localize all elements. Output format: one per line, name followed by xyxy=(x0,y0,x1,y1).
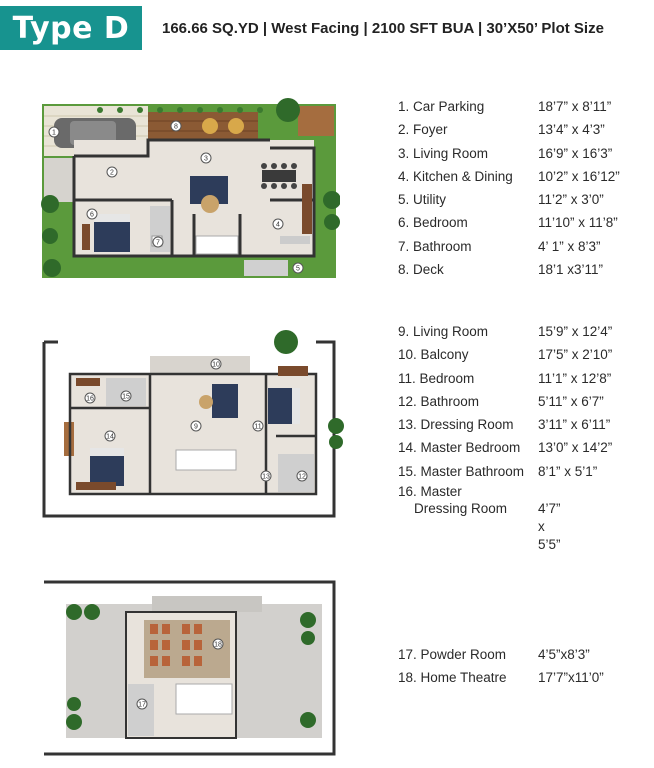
plan-marker: 1 xyxy=(52,129,56,137)
plan-marker: 9 xyxy=(194,423,198,431)
plot-summary: 166.66 SQ.YD | West Facing | 2100 SFT BUA | 30’X50’ Plot Size xyxy=(162,20,604,37)
plan-marker: 5 xyxy=(296,265,300,273)
room-name: 13. Dressing Room xyxy=(398,417,514,433)
room-name: 10. Balcony xyxy=(398,347,469,363)
room-size: 15’9” x 12’4” xyxy=(538,324,613,339)
plan-marker: 12 xyxy=(298,473,306,481)
room-size: 16’9” x 16’3” xyxy=(538,145,613,161)
plan-marker: 11 xyxy=(254,423,262,431)
plan-marker: 14 xyxy=(106,433,114,441)
room-name: 4. Kitchen & Dining xyxy=(398,168,513,184)
plan-marker: 3 xyxy=(204,155,208,163)
room-name: 9. Living Room xyxy=(398,324,489,339)
room-size: 10’2” x 16’12” xyxy=(538,168,620,184)
first-floor-plan xyxy=(40,326,346,522)
room-name: 8. Deck xyxy=(398,262,444,278)
room-name: 3. Living Room xyxy=(398,145,489,161)
room-name-continued: Dressing Room xyxy=(414,501,508,517)
room-name: 6. Bedroom xyxy=(398,215,468,231)
plan-marker: 10 xyxy=(212,361,220,369)
plan-marker: 6 xyxy=(90,211,94,219)
ground-floor-plan xyxy=(40,96,340,282)
plan-marker: 17 xyxy=(138,701,146,709)
room-size: 11’2” x 3’0” xyxy=(538,192,604,208)
room-name: 15. Master Bathroom xyxy=(398,463,525,479)
plan-marker: 16 xyxy=(86,395,94,403)
room-size: 4’ 1” x 8’3” xyxy=(538,238,601,254)
room-size: 11’1” x 12’8” xyxy=(538,370,612,386)
room-name: 14. Master Bedroom xyxy=(398,440,521,456)
room-name: 1. Car Parking xyxy=(398,99,485,114)
room-size: 4’7” x 5’5” xyxy=(538,501,561,553)
plan-marker: 2 xyxy=(110,169,114,177)
plan-marker: 8 xyxy=(174,123,178,131)
room-name: 2. Foyer xyxy=(398,122,448,138)
room-size: 13’0” x 14’2” xyxy=(538,440,613,456)
plan-marker: 13 xyxy=(262,473,270,481)
room-size: 8’1” x 5’1” xyxy=(538,463,598,479)
plan-marker: 7 xyxy=(156,239,160,247)
room-name: 16. Master xyxy=(398,484,462,500)
room-name: 11. Bedroom xyxy=(398,370,475,386)
room-size: 18’1 x3’11” xyxy=(538,262,604,278)
room-name: 5. Utility xyxy=(398,192,447,208)
room-size: 4’5”x8’3” xyxy=(538,647,590,662)
room-size: 17’5” x 2’10” xyxy=(538,347,613,363)
room-size: 11’10” x 11’8” xyxy=(538,215,618,231)
plan-marker: 18 xyxy=(214,641,222,649)
room-size: 3’11” x 6’11” xyxy=(538,417,611,433)
room-size: 5’11” x 6’7” xyxy=(538,393,604,409)
room-size: 13’4” x 4’3” xyxy=(538,122,605,138)
room-name: 18. Home Theatre xyxy=(398,670,507,686)
room-size: 17’7”x11’0” xyxy=(538,670,604,686)
plan-marker: 15 xyxy=(122,393,130,401)
plan-marker: 4 xyxy=(276,221,280,229)
room-name: 7. Bathroom xyxy=(398,238,472,254)
room-name: 17. Powder Room xyxy=(398,647,507,662)
room-size: 18’7” x 8’11” xyxy=(538,99,612,114)
room-name: 12. Bathroom xyxy=(398,393,480,409)
terrace-floor-plan xyxy=(40,574,346,760)
type-badge: Type D xyxy=(0,6,142,50)
